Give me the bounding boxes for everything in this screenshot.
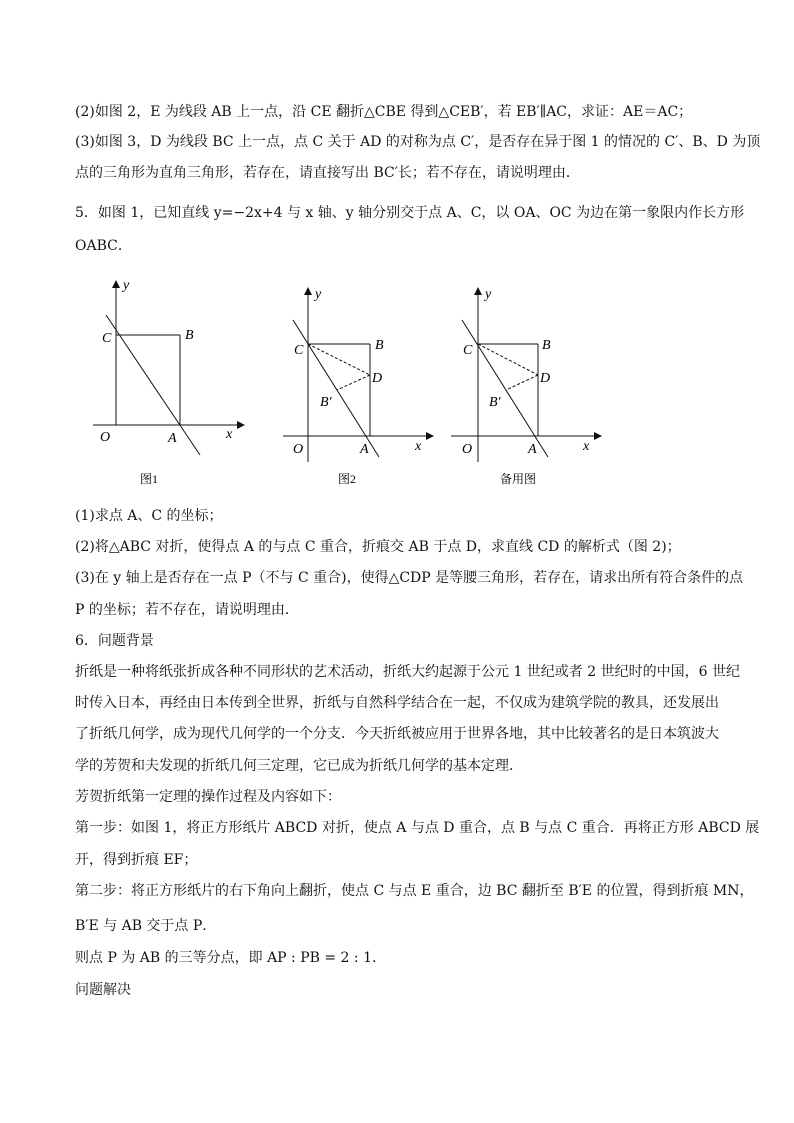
point-label-o: O xyxy=(100,430,111,445)
text-line: (2)将△ABC 对折，使得点 A 的与点 C 重合，折痕交 AB 于点 D，求直线 CD 的解析式（图 2)； xyxy=(75,539,681,555)
point-label-d: D xyxy=(540,371,551,386)
point-label-a: A xyxy=(168,431,177,446)
point-label-b: B xyxy=(375,338,384,353)
point-label-b-prime: B′ xyxy=(489,395,501,410)
text-line: 开，得到折痕 EF； xyxy=(75,852,198,868)
text-line: 6．问题背景 xyxy=(75,633,154,649)
point-label-a: A xyxy=(528,442,537,457)
point-label-d: D xyxy=(372,371,383,386)
figure-caption: 图2 xyxy=(338,472,357,486)
figure-1 xyxy=(88,275,258,490)
point-label-c: C xyxy=(294,343,304,358)
text-line: 则点 P 为 AB 的三等分点，即 AP : PB = 2 : 1． xyxy=(75,950,386,966)
text-line: 5．如图 1，已知直线 y=−2x+4 与 x 轴、y 轴分别交于点 A、C，以 OA、OC 为边在第一象限内作长方形 xyxy=(75,205,745,221)
text-line: 学的芳贺和夫发现的折纸几何三定理，它已成为折纸几何学的基本定理． xyxy=(75,758,523,774)
figure-caption: 图1 xyxy=(140,472,159,486)
text-line: B′E 与 AB 交于点 P． xyxy=(75,918,217,934)
text-line: 第一步：如图 1，将正方形纸片 ABCD 对折，使点 A 与点 D 重合，点 B 与点 C 重合．再将正方形 ABCD 展 xyxy=(75,820,760,836)
axis-label-y: y xyxy=(485,287,492,302)
text-line: (3)在 y 轴上是否存在一点 P（不与 C 重合)，使得△CDP 是等腰三角形，若存在，请求出所有符合条件的点 xyxy=(75,570,744,586)
figure-caption: 备用图 xyxy=(500,472,537,486)
text-line: 点的三角形为直角三角形，若存在，请直接写出 BC′长；若不存在，请说明理由． xyxy=(75,165,580,181)
point-label-b-prime: B′ xyxy=(320,395,332,410)
point-label-o: O xyxy=(462,442,473,457)
text-line: (1)求点 A、C 的坐标； xyxy=(75,508,223,524)
point-label-c: C xyxy=(102,331,112,346)
point-label-b: B xyxy=(185,328,194,343)
figure-3 xyxy=(438,282,608,490)
text-line: (3)如图 3，D 为线段 BC 上一点，点 C 关于 AD 的对称为点 C′，是否存在异于图 1 的情况的 C′、B、D 为顶 xyxy=(75,134,761,150)
text-line: 问题解决 xyxy=(75,982,131,998)
point-label-a: A xyxy=(360,442,369,457)
axis-label-x: x xyxy=(415,439,422,454)
text-line: OABC． xyxy=(75,238,132,254)
axis-label-y: y xyxy=(315,287,322,302)
axis-label-y: y xyxy=(123,278,130,293)
text-line: P 的坐标；若不存在，请说明理由． xyxy=(75,602,299,618)
point-label-b: B xyxy=(542,338,551,353)
text-line: 了折纸几何学，成为现代几何学的一个分支．今天折纸被应用于世界各地，其中比较著名的是日本筑波大 xyxy=(75,726,719,742)
figure-2 xyxy=(268,282,438,490)
text-line: 第二步：将正方形纸片的右下角向上翻折，使点 C 与点 E 重合，边 BC 翻折至 B′E 的位置，得到折痕 MN， xyxy=(75,883,754,899)
point-label-o: O xyxy=(293,442,304,457)
text-line: 折纸是一种将纸张折成各种不同形状的艺术活动，折纸大约起源于公元 1 世纪或者 2 世纪时的中国，6 世纪 xyxy=(75,664,740,680)
axis-label-x: x xyxy=(583,439,590,454)
text-line: (2)如图 2，E 为线段 AB 上一点，沿 CE 翻折△CBE 得到△CEB′，若 EB′∥AC，求证：AE＝AC； xyxy=(75,104,693,120)
text-line: 芳贺折纸第一定理的操作过程及内容如下： xyxy=(75,789,341,805)
point-label-c: C xyxy=(463,343,473,358)
axis-label-x: x xyxy=(226,427,233,442)
text-line: 时传入日本，再经由日本传到全世界，折纸与自然科学结合在一起，不仅成为建筑学院的教具，还发展出 xyxy=(75,695,719,711)
